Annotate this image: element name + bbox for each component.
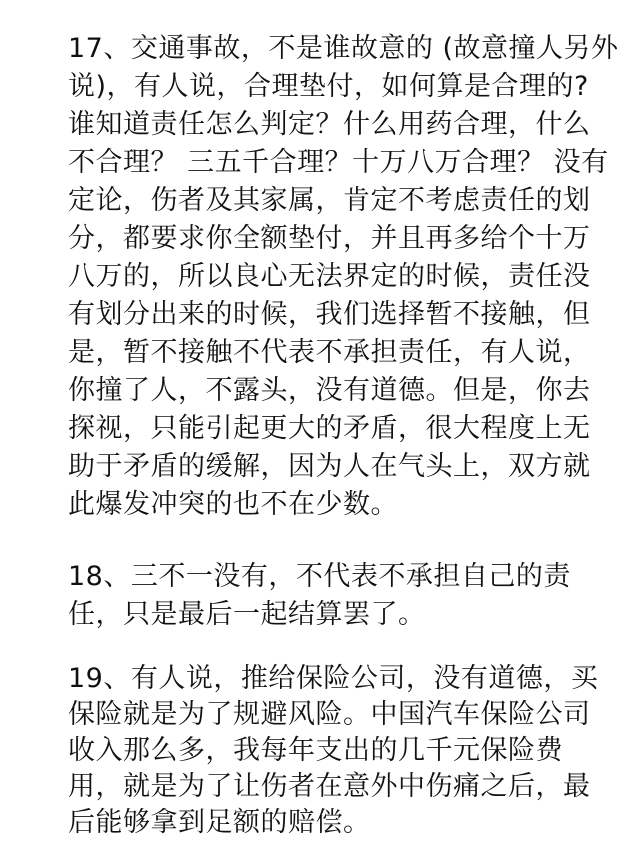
text-line: 你撞了人，不露头，没有道德。但是，你去 [68, 375, 591, 406]
text-line: 有划分出来的时候，我们选择暂不接触，但 [68, 299, 591, 330]
text-line: 探视，只能引起更大的矛盾，很大程度上无 [68, 413, 591, 444]
text-line: 不合理？ 三五千合理？十万八万合理？ 没有 [68, 147, 609, 178]
text-line: 保险就是为了规避风险。中国汽车保险公司 [68, 699, 591, 730]
text-line: 助于矛盾的缓解，因为人在气头上，双方就 [68, 451, 591, 482]
text-line: 17、交通事故，不是谁故意的 (故意撞人另外 [68, 33, 619, 64]
text-line: 八万的，所以良心无法界定的时候，责任没 [68, 261, 591, 292]
text-line: 后能够拿到足额的赔偿。 [68, 807, 371, 838]
text-line: 说)，有人说，合理垫付，如何算是合理的? [68, 71, 589, 102]
text-line: 此爆发冲突的也不在少数。 [68, 489, 398, 520]
text-line: 19、有人说，推给保险公司，没有道德，买 [68, 663, 599, 694]
text-line: 谁知道责任怎么判定？什么用药合理，什么 [68, 109, 591, 140]
text-line: 用，就是为了让伤者在意外中伤痛之后，最 [68, 771, 591, 802]
text-line: 18、三不一没有，不代表不承担自己的责 [68, 561, 571, 592]
text-line: 收入那么多，我每年支出的几千元保险费 [68, 735, 563, 766]
text-line: 定论，伤者及其家属，肯定不考虑责任的划 [68, 185, 591, 216]
text-line: 任，只是最后一起结算罢了。 [68, 599, 426, 630]
text-line: 分，都要求你全额垫付，并且再多给个十万 [68, 223, 591, 254]
text-line: 是，暂不接触不代表不承担责任，有人说， [68, 337, 591, 368]
